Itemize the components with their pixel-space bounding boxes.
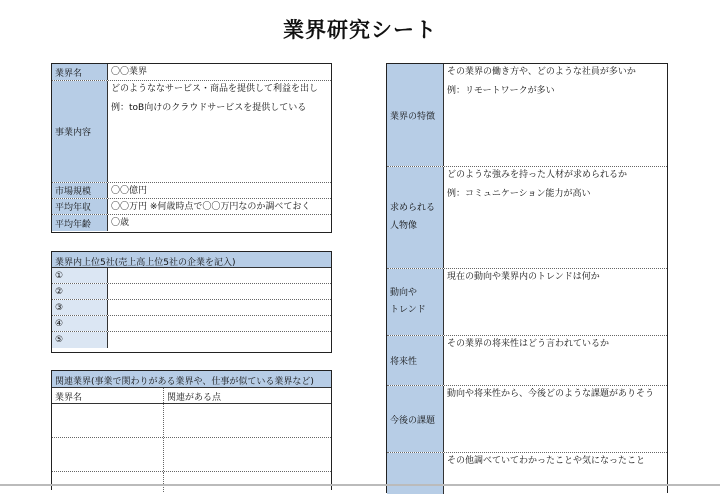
related-cell[interactable] <box>164 472 331 492</box>
basic-info-table <box>51 63 332 233</box>
talent-row <box>387 167 667 269</box>
related-cell[interactable] <box>164 438 331 471</box>
other-row <box>387 453 667 494</box>
top5-company-cell[interactable] <box>108 268 331 283</box>
talent-line: どのような強みを持った人材が求められるか <box>447 170 628 180</box>
talent-value[interactable] <box>444 167 667 268</box>
industry-row <box>52 64 331 81</box>
issues-label: 今後の課題 <box>387 386 444 452</box>
talent-label <box>387 167 444 268</box>
other-value[interactable]: その他調べていてわかったことや気になったこと <box>447 456 646 466</box>
talent-label-line: 人物像 <box>390 220 418 231</box>
issues-row <box>387 386 667 453</box>
top5-company-cell[interactable] <box>108 300 331 315</box>
salary-label: 平均年収 <box>52 199 108 214</box>
related-col-points: 関連がある点 <box>167 393 222 403</box>
trend-label <box>387 269 444 335</box>
business-label: 事業内容 <box>52 81 108 182</box>
future-row <box>387 336 667 386</box>
top5-company-cell[interactable] <box>108 284 331 299</box>
related-cell[interactable] <box>52 404 164 437</box>
top5-row[interactable] <box>52 300 331 316</box>
age-label: 平均年齢 <box>52 215 108 231</box>
top5-rank: ① <box>52 268 108 283</box>
related-cell[interactable] <box>52 438 164 471</box>
top5-rank: ⑤ <box>52 332 108 348</box>
top5-rank: ④ <box>52 316 108 331</box>
features-row <box>387 64 667 167</box>
age-value[interactable]: 〇歳 <box>111 218 130 228</box>
top5-row[interactable] <box>52 284 331 300</box>
trend-value[interactable]: 現在の動向や業界内のトレンドは何か <box>447 272 600 282</box>
other-label <box>387 453 444 494</box>
related-row[interactable] <box>52 404 331 438</box>
top5-table <box>51 251 332 353</box>
top5-row[interactable] <box>52 316 331 332</box>
talent-label-line: 求められる <box>390 203 436 214</box>
market-value[interactable]: 〇〇億円 <box>111 186 148 196</box>
future-label: 将来性 <box>387 336 444 385</box>
business-row <box>52 81 331 183</box>
related-row[interactable] <box>52 438 331 472</box>
related-col-industry: 業界名 <box>52 388 164 403</box>
related-header: 関連業界(事業で関わりがある業界や、仕事が似ている業界など) <box>52 371 331 388</box>
salary-row <box>52 199 331 215</box>
future-value[interactable]: その業界の将来性はどう言われているか <box>447 339 610 349</box>
top5-header: 業界内上位5社(売上高上位5社の企業を記入) <box>52 252 331 268</box>
trend-row <box>387 269 667 336</box>
top5-company-cell[interactable] <box>108 316 331 331</box>
market-row <box>52 183 331 199</box>
salary-value[interactable]: 〇〇万円 ※何歳時点で〇〇万円なのか調べておく <box>111 202 311 212</box>
trend-label-line: トレンド <box>390 305 426 315</box>
trend-label-line: 動向や <box>390 287 418 298</box>
business-line: どのようななサービス・商品を提供して利益を出し <box>111 84 319 94</box>
market-label: 市場規模 <box>52 183 108 198</box>
business-line: 例：toB向けのクラウドサービスを提供している <box>111 103 307 114</box>
related-table <box>51 370 332 490</box>
top5-rank: ② <box>52 284 108 299</box>
features-label: 業界の特徴 <box>387 64 444 166</box>
features-line: 例：リモートワークが多い <box>447 86 555 97</box>
top5-rank: ③ <box>52 300 108 315</box>
features-value[interactable] <box>444 64 667 166</box>
top5-row[interactable] <box>52 268 331 284</box>
related-cell[interactable] <box>52 472 164 492</box>
talent-line: 例：コミュニケーション能力が高い <box>447 189 591 200</box>
top5-company-cell[interactable] <box>108 332 331 348</box>
issues-value[interactable]: 動向や将来性から、今後どのような課題がありそう <box>447 389 655 399</box>
age-row <box>52 215 331 231</box>
industry-label: 業界名 <box>52 64 108 80</box>
top5-row[interactable] <box>52 332 331 348</box>
industry-value[interactable]: 〇〇業界 <box>111 67 148 77</box>
page-title: 業界研究シート <box>283 18 437 42</box>
related-row[interactable] <box>52 472 331 492</box>
business-value[interactable] <box>108 81 331 182</box>
related-column-headers <box>52 388 331 404</box>
industry-analysis-table <box>386 63 668 493</box>
related-cell[interactable] <box>164 404 331 437</box>
features-line: その業界の働き方や、どのような社員が多いか <box>447 67 636 77</box>
